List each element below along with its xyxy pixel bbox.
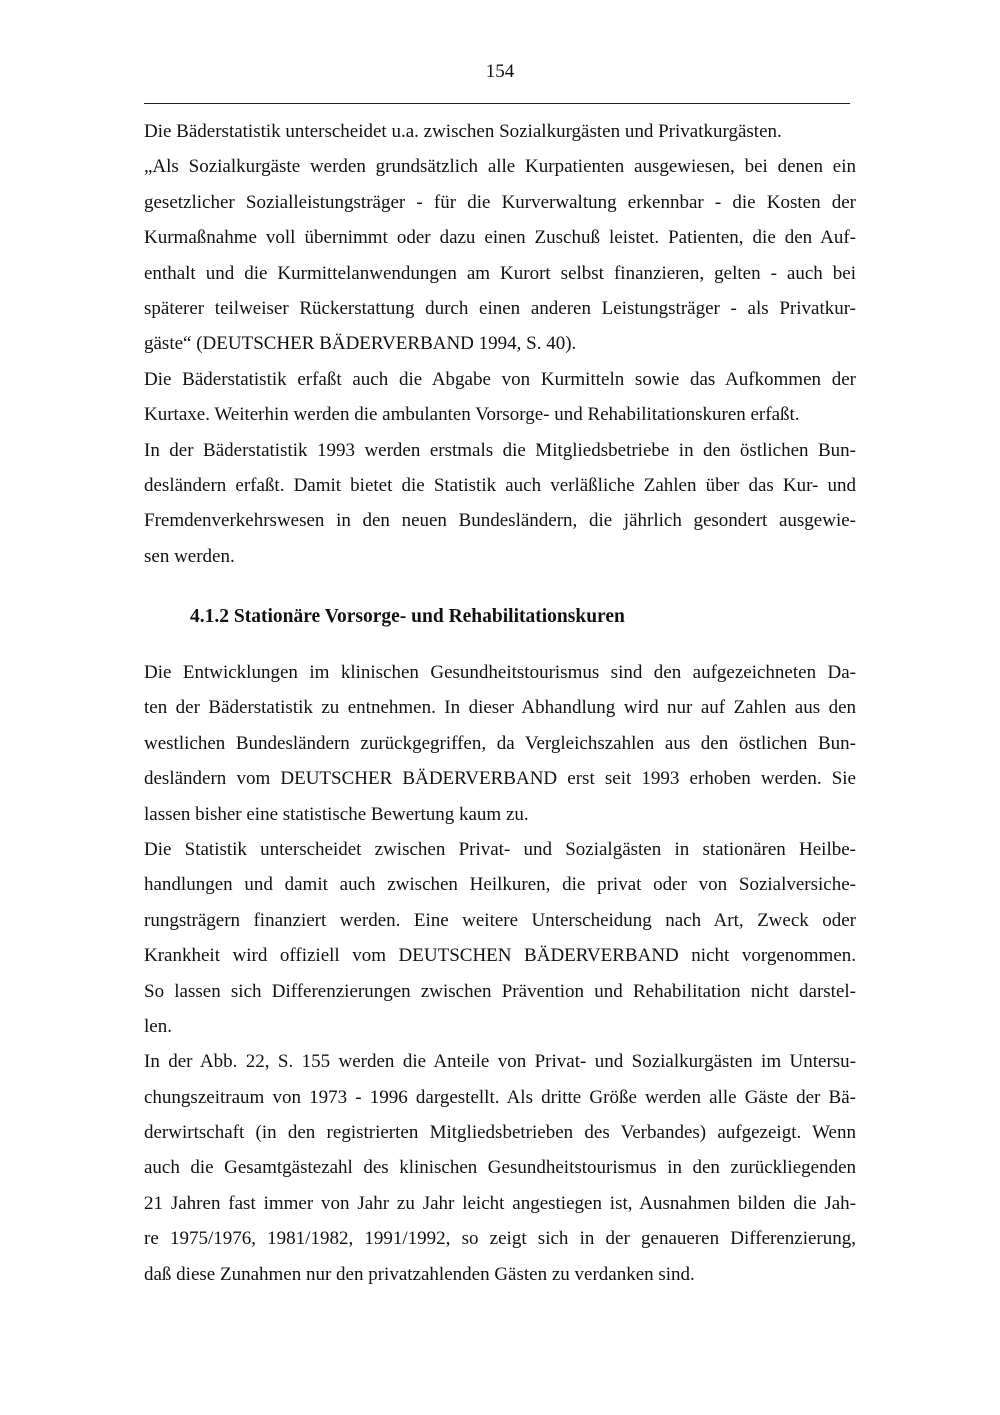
body-block-1 [144, 114, 856, 574]
text-line: enthalt und die Kurmittelanwendungen am Kurort selbst finanzieren, gelten - auch bei [144, 262, 856, 284]
text-line: daß diese Zunahmen nur den privatzahlenden Gästen zu verdanken sind. [144, 1263, 695, 1285]
text-line: „Als Sozialkurgäste werden grundsätzlich alle Kurpatienten ausgewiesen, bei denen ein [144, 156, 856, 178]
text-line: gäste“ (DEUTSCHER BÄDERVERBAND 1994, S. 40). [144, 333, 577, 355]
text-line: Kurtaxe. Weiterhin werden die ambulanten Vorsorge- und Rehabilitationskuren erfaßt. [144, 404, 800, 426]
section-heading: 4.1.2 Stationäre Vorsorge- und Rehabilitationskuren [190, 606, 625, 627]
text-line: rungsträgern finanziert werden. Eine weitere Unterscheidung nach Art, Zweck oder [144, 909, 856, 931]
text-line: In der Abb. 22, S. 155 werden die Anteile von Privat- und Sozialkurgästen im Untersu- [144, 1051, 856, 1073]
text-line: Die Statistik unterscheidet zwischen Privat- und Sozialgästen in stationären Heilbe- [144, 838, 856, 860]
text-line: re 1975/1976, 1981/1982, 1991/1992, so zeigt sich in der genaueren Differenzierung, [144, 1228, 856, 1250]
text-line: chungszeitraum von 1973 - 1996 dargestellt. Als dritte Größe werden alle Gäste der Bä- [144, 1086, 856, 1108]
text-line: Die Bäderstatistik erfaßt auch die Abgabe von Kurmitteln sowie das Aufkommen der [144, 368, 856, 390]
text-line: gesetzlicher Sozialleistungsträger - für die Kurverwaltung erkennbar - die Kosten der [144, 191, 856, 213]
body-block-2 [144, 655, 856, 1292]
text-line: 21 Jahren fast immer von Jahr zu Jahr leicht angestiegen ist, Ausnahmen bilden die Jah- [144, 1192, 856, 1214]
text-line: Fremdenverkehrswesen in den neuen Bundesländern, die jährlich gesondert ausgewie- [144, 510, 856, 532]
text-line: sen werden. [144, 545, 235, 567]
text-line: lassen bisher eine statistische Bewertung kaum zu. [144, 803, 529, 825]
text-line: desländern erfaßt. Damit bietet die Statistik auch verläßliche Zahlen über das Kur- und [144, 474, 856, 496]
page-number: 154 [485, 61, 515, 82]
text-line: späterer teilweiser Rückerstattung durch einen anderen Leistungsträger - als Privatkur- [144, 297, 856, 319]
text-line: Die Bäderstatistik unterscheidet u.a. zwischen Sozialkurgästen und Privatkurgästen. [144, 121, 782, 142]
text-line: In der Bäderstatistik 1993 werden erstmals die Mitgliedsbetriebe in den östlichen Bun- [144, 439, 856, 461]
text-line: Die Entwicklungen im klinischen Gesundheitstourismus sind den aufgezeichneten Da- [144, 662, 856, 683]
text-line: Kurmaßnahme voll übernimmt oder dazu einen Zuschuß leistet. Patienten, die den Auf- [144, 227, 856, 249]
text-line: derwirtschaft (in den registrierten Mitgliedsbetrieben des Verbandes) aufgezeigt. Wenn [144, 1122, 856, 1144]
header-rule [144, 103, 850, 104]
text-line: auch die Gesamtgästezahl des klinischen Gesundheitstourismus in den zurückliegenden [144, 1157, 856, 1179]
text-line: desländern vom DEUTSCHER BÄDERVERBAND erst seit 1993 erhoben werden. Sie [144, 768, 856, 790]
text-line: len. [144, 1015, 172, 1037]
text-line: Krankheit wird offiziell vom DEUTSCHEN BÄDERVERBAND nicht vorgenommen. [144, 945, 856, 967]
text-line: ten der Bäderstatistik zu entnehmen. In dieser Abhandlung wird nur auf Zahlen aus den [144, 697, 856, 719]
text-line: handlungen und damit auch zwischen Heilkuren, die privat oder von Sozialversiche- [144, 874, 856, 896]
text-line: So lassen sich Differenzierungen zwischen Prävention und Rehabilitation nicht darstel- [144, 980, 856, 1002]
text-line: westlichen Bundesländern zurückgegriffen, da Vergleichszahlen aus den östlichen Bun- [144, 732, 856, 754]
